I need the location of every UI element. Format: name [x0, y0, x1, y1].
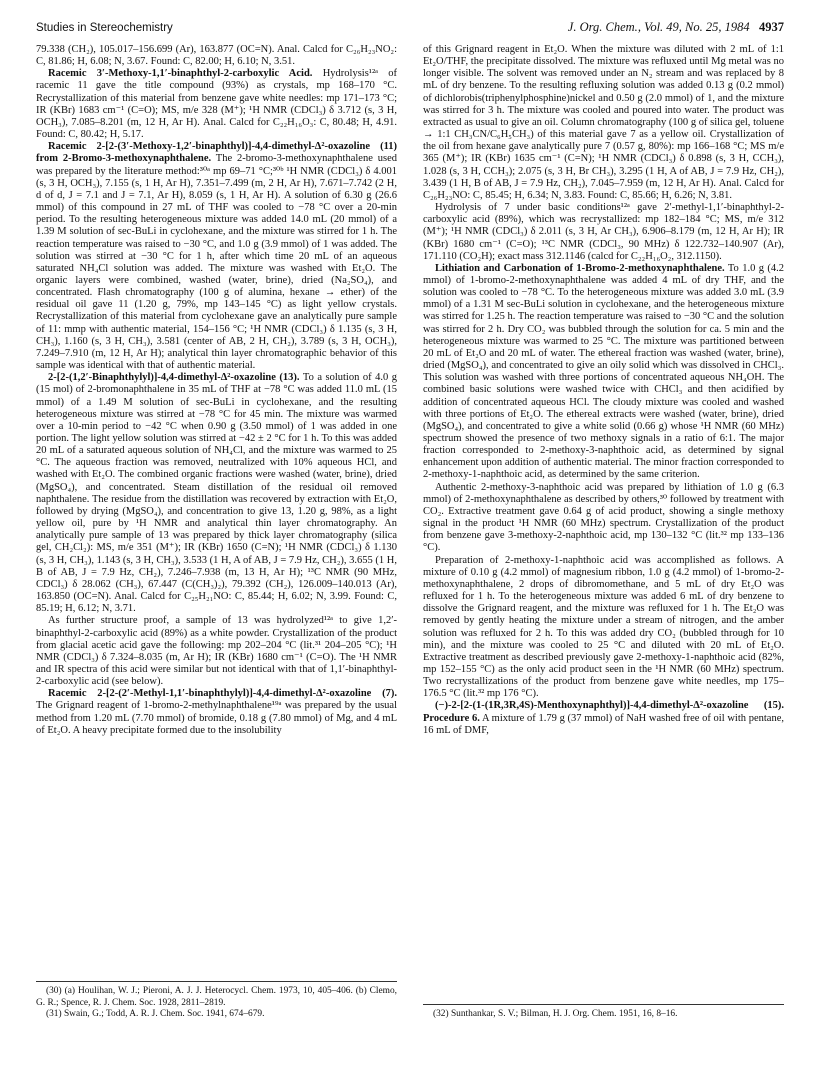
running-head — [36, 20, 784, 38]
section-heading: 2-[2-(1,2′-Binaphthylyl)]-4,4-dimethyl-Δ²-oxazoline (13). — [48, 372, 300, 384]
paragraph-text: The 2-bromo-3-methoxynaphthalene used was prepared by the literature method:³⁰ᵃ mp 69–71 °C;³⁰ᵇ ¹H NMR (CDCl₃) δ 4.001 (s, 3 H, OCH₃), 7.155 (s, 1 H, Ar H), 7.351–7.499 (m, 2 H, Ar H), 7.671–7.742 (2 H, d of d, J = 7.1 and J = 7.1, Ar H), 8.059 (s, 1 H, Ar H). A solution of 6.30 g (26.6 mmol) of this compound in 27 mL of THF was cooled to −78 °C over a 20-min period. To the resulting heterogeneous mixture was added 14.0 mL (20 mmol) of a 1.39 M solution of sec-BuLi in cyclohexane, and the mixture was stirred for 1 h. The reaction temperature was raised to −30 °C, and 1.0 g (3.9 mmol) of 1 was added. The solution was stirred at −30 °C for 1 h, after which time 20 mL of an aqueous saturated NH₄Cl solution was added. The mixture was washed with Et₂O. The organic layers were combined, washed (water, brine), dried (Na₂SO₄), and concentrated. Flash chromatography (100 g of alumina, hexane → ether) of the residual oil gave 11 (1.20 g, 79%, mp 143–145 °C) as light yellow crystals. Recrystallization of this material from cyclohexane gave an analytically pure sample of 11: mmp with authentic material, 154–156 °C; ¹H NMR (CDCl₃) δ 1.135 (s, 3 H, CH₃), 1.160 (s, 3 H, CH₃), 3.581 (center of AB, 2 H, CH₂), 3.789 (s, 3 H, OCH₃), 7.249–7.910 (m, 12 H, Ar H); analytical thin layer chromatographic behavior of this sample was identical with that of authentic material. — [36, 153, 397, 372]
paragraph — [36, 372, 397, 615]
paragraph-text: Preparation of 2-methoxy-1-naphthoic acid was accomplished as follows. A mixture of 0.10 g (4.2 mmol) of magnesium ribbon, 1.0 g (4.2 mmol) of 1-bromo-2-methoxynaphthalene, 2 drops of dibromomethane, and 5 mL of dry Et₂O was refluxed for 1 h. To the heterogeneous mixture was added 6 mL of dry benzene to dissolve the Grignard reagent, and the mixture was refluxed for 1 h. The Et₂O was removed by gently heating the mixture under a stream of nitrogen, and the amber solution was refluxed for 2 h. To this was added dry CO₂ (bubbled through for 10 min), and the mixture was cooled to 25 °C and diluted with 20 mL of Et₂O. Extractive treatment as described previously gave 2-methoxy-1-naphthoic acid (82%, mp 152–155 °C) as the only acid product seen in the ¹H NMR (60 MHz) spectrum. Two recrystallizations of the product from benzene gave white needles, mp 175–176.5 °C (lit.³² mp 176 °C). — [423, 554, 784, 700]
paragraph — [36, 44, 397, 68]
footnotes — [36, 981, 397, 1020]
paragraph-text: Authentic 2-methoxy-3-naphthoic acid was prepared by lithiation of 1.0 g (6.3 mmol) of 2-methoxynaphthalene as described by others,³⁰ followed by treatment with CO₂. Extractive treatment gave 0.64 g of acid product, showing a single methoxy signal in the product ¹H NMR (60 MHz) spectrum. Crystallization of the product from benzene gave 3-methoxy-2-naphthoic acid, mp 130–132 °C (lit.³² mp 133–136 °C). — [423, 481, 784, 554]
paragraph-text: To a solution of 4.0 g (15 mol) of 2-bromonaphthalene in 35 mL of THF at −78 °C was added 11.0 mL (15 mmol) of a 1.49 M solution of sec-BuLi in cyclohexane, and the resulting heterogeneous mixture was stirred at −78 °C for 45 min. The mixture was warmed over a 10-min period to −42 °C when 0.90 g (3.50 mmol) of 1 was added in one portion. The light yellow solution was stirred at −42 ± 2 °C for 1 h. To this was added 20 mL of a saturated aqueous solution of NH₄Cl, and the mixture was warmed to 25 °C. The aqueous fraction was removed, neutralized with 10% aqueous HCl, and washed with Et₂O. The combined organic fractions were washed (water, brine), dried (MgSO₄), and concentrated. Steam distillation of the residual oil removed naphthalene. The residue from the distillation was recovered by extraction with Et₂O, followed by drying (MgSO₄), and concentration to give 13, 1.20 g, 98%, as a light yellow oil, pure by ¹H NMR and analytical thin layer chromatography. An analytically pure sample of 13 was prepared by thick layer chromatography (silica gel, CH₂Cl₂): MS, m/e 351 (M⁺); IR (KBr) 1650 (C=N); ¹H NMR (CDCl₃) δ 1.130 (s, 3 H, CH₃), 1.143 (s, 3 H, CH₃), 3.533 (1 H, A of AB, J = 7.9 Hz, CH₂), 3.655 (1 H, B of AB, J = 7.9 Hz, CH₂), 7.246–7.938 (m, 13 H, Ar H); ¹³C NMR (90 MHz, CDCl₃) δ 28.062 (CH₃), 67.447 (C(CH₃)₂), 79.392 (CH₂), 126.009–140.013 (Ar), 163.850 (OC=N). Anal. Calcd for C₂₅H₂₁NO: C, 85.44; H, 6.02; N, 3.99. Found: C, 85.19; H, 6.12; N, 3.71. — [36, 372, 397, 615]
section-heading: Racemic 2-[2-(2′-Methyl-1,1′-binaphthylyl)]-4,4-dimethyl-Δ²-oxazoline (7). — [48, 688, 397, 700]
page-number: 4937 — [759, 20, 784, 34]
footnote: (30) (a) Houlihan, W. J.; Pieroni, A. J. J. Heterocycl. Chem. 1973, 10, 405–406. (b) Clemo, G. R.; Spence, R. J. Chem. Soc. 1928, 2811–2819. — [36, 986, 397, 1008]
paragraph — [36, 688, 397, 737]
footnote: (32) Sunthankar, S. V.; Bilman, H. J. Org. Chem. 1951, 16, 8–16. — [433, 1008, 678, 1019]
paragraph-text: As further structure proof, a sample of 13 was hydrolyzed¹²ᵃ to give 1,2′-binaphthyl-2-carboxylic acid (89%) as a white powder. Crystallization of the product from glacial acetic acid gave the following: mp 202–204 °C (lit.³¹ 204–205 °C); ¹H NMR (CDCl₃) δ 7.324–8.035 (m, Ar H); IR (KBr) 1680 cm⁻¹ (C=O). The ¹H NMR and IR spectra of this acid were similar but not identical with that of 1,1′-binaphthyl-2-carboxylic acid (see below). — [36, 615, 397, 688]
paragraph — [423, 44, 784, 202]
journal-volume: , Vol. 49, No. 25, 1984 — [637, 20, 750, 34]
paragraph — [36, 68, 397, 141]
section-heading: (−)-2-[2-(1-(1R,3R,4S)-Menthoxynaphthyl)]-4,4-dimethyl-Δ²-oxazoline (15). Procedure 6. — [423, 700, 784, 724]
section-heading: Lithiation and Carbonation of 1-Bromo-2-methoxynaphthalene. — [435, 262, 725, 274]
paragraph-text: The Grignard reagent of 1-bromo-2-methylnaphthalene¹⁹ᵃ was prepared by the usual method from 1.20 mL (7.70 mmol) of bromide, 0.18 g (7.80 mmol) of Mg, and 4 mL of Et₂O. A heavy precipitate formed due to the insolubility — [36, 700, 397, 736]
footnote: (31) Swain, G.; Todd, A. R. J. Chem. Soc. 1941, 674–679. — [46, 1008, 265, 1019]
paragraph-text: 79.338 (CH₂), 105.017–156.699 (Ar), 163.877 (OC=N). Anal. Calcd for C₂₆H₂₃NO₂: C, 81.86; H, 6.08; N, 3.67. Found: C, 82.00; H, 6.10; N, 3.51. — [36, 44, 397, 68]
paragraph-text: of this Grignard reagent in Et₂O. When the mixture was diluted with 2 mL of 1:1 Et₂O/THF, the precipitate dissolved. The mixture was refluxed until Mg metal was no longer visible. The solvent was removed under an N₂ stream and was replaced by 8 mL of dry benzene. To the resulting refluxing solution was added 0.13 g (0.2 mmol) of dichlorobis(triphenylphosphine)nickel and 0.50 g (2.0 mmol) of 1, and the mixture was stirred for 3 h. The mixture was cooled and poured into water. The product was extracted as usual to give an oil. Column chromatography (100 g of silica gel, toluene → 1:1 CH₃CN/C₆H₅CH₃) of this material gave 7 as a yellow oil. Crystallization of the oil from hexane gave analytically pure 7 (0.57 g, 80%): mp 166–168 °C; MS m/e 365 (M⁺); IR (KBr) 1635 cm⁻¹ (C=N); ¹H NMR (CDCl₃) δ 0.898 (s, 3 H, CCH₃), 1.028 (s, 3 H, CCH₃); 2.075 (s, 3 H, Br CH₃), 3.295 (1 H, A of AB, J = 7.9 Hz, CH₂), 3.439 (1 H, B of AB, J = 7.9 Hz, CH₂), 7.045–7.959 (m, 12 H, Ar H). Anal. Calcd for C₂₆H₂₃NO: C, 85.45; H, 6.34; N, 3.83. Found: C, 85.66; H, 6.26; N, 3.81. — [423, 44, 784, 201]
paragraph-text: To 1.0 g (4.2 mmol) of 1-bromo-2-methoxynaphthalene was added 4 mL of dry THF, and the solution was cooled to −78 °C. To the heterogeneous mixture was added 3.0 mL (3.9 mmol) of a 1.31 M sec-BuLi solution in cyclohexane, and the heterogeneous mixture was stirred for 1.25 h. The reaction temperature was raised to −30 °C and the solution was stirred for 2 h. Dry CO₂ was bubbled through the solution for ca. 5 min and the heterogeneous mixture was warmed to 25 °C. The mixture was partitioned between 20 mL of Et₂O and 20 mL of water. The ethereal fraction was washed (water, brine), dried (MgSO₄), and concentrated to give an oily solid which was dissolved in CHCl₃. This solution was washed with three portions of concentrated aqueous NH₄OH. The combined basic solutions were washed twice with CHCl₃ and then acidified by addition of concentrated aqueous HCl. The cloudy mixture was cooled and washed with three portions of Et₂O. The ethereal extracts were washed (water, brine), dried (MgSO₄), and concentrated to give a white solid (0.66 g) whose ¹H NMR (60 MHz) spectrum showed the presence of two methoxy signals in a ratio of 6:1. The major fraction corresponded to 2-methoxy-3-naphthoic acid, as determined by signal enhancement upon addition of authentic material. The minor fraction corresponded to 2-methoxy-1-naphthoic acid, as determined by the same criterion. — [423, 262, 784, 481]
running-head-title: Studies in Stereochemistry — [36, 22, 173, 34]
paragraph-text: A mixture of 1.79 g (37 mmol) of NaH washed free of oil with pentane, 16 mL of DMF, — [423, 712, 784, 736]
paragraph — [423, 263, 784, 482]
running-head-journal — [568, 20, 784, 35]
paragraph — [423, 482, 784, 555]
left-column — [36, 44, 397, 1056]
paragraph — [36, 615, 397, 688]
paragraph — [423, 700, 784, 736]
journal-name: J. Org. Chem. — [567, 20, 638, 34]
body-columns — [36, 44, 784, 1056]
section-heading: Racemic 2-[2-(3′-Methoxy-1,2′-binaphthyl)]-4,4-dimethyl-Δ²-oxazoline (11) from 2-Bromo-3-methoxynaphthalene. — [36, 141, 397, 165]
footnotes — [423, 1004, 784, 1020]
section-heading: Racemic 3′-Methoxy-1,1′-binaphthyl-2-carboxylic Acid. — [48, 68, 313, 80]
paragraph — [423, 555, 784, 701]
paragraph — [36, 141, 397, 372]
paragraph-text: Hydrolysis¹²ᵃ of racemic 11 gave the title compound (93%) as crystals, mp 168–170 °C. Recrystallization of this material from benzene gave white needles: mp 171–173 °C; IR (KBr) 1683 cm⁻¹ (C=O); MS, m/e 328 (M⁺); ¹H NMR (CDCl₃) δ 3.712 (s, 3 H, OCH₃), 7.085–8.201 (m, 12 H, Ar H). Anal. Calcd for C₂₂H₁₆O₃: C, 80.48; H, 4.91. Found: C, 80.42; H, 5.17. — [36, 68, 397, 141]
paragraph-text: Hydrolysis of 7 under basic conditions¹²ᵃ gave 2′-methyl-1,1′-binaphthyl-2-carboxylic acid (89%), which was recrystallized: mp 182–184 °C; MS, m/e 312 (M⁺); ¹H NMR (CDCl₃) δ 2.011 (s, 3 H, Ar CH₃), 6.906–8.179 (m, 12 H, Ar H); IR (KBr) 1680 cm⁻¹ (C=O); ¹³C NMR (CDCl₃, 90 MHz) δ 122.732–140.907 (Ar), 171.110 (CO₂H); exact mass 312.1146 (calcd for C₂₂H₁₆O₂, 312.1150). — [423, 202, 784, 262]
right-column — [423, 44, 784, 1056]
paragraph — [423, 202, 784, 263]
